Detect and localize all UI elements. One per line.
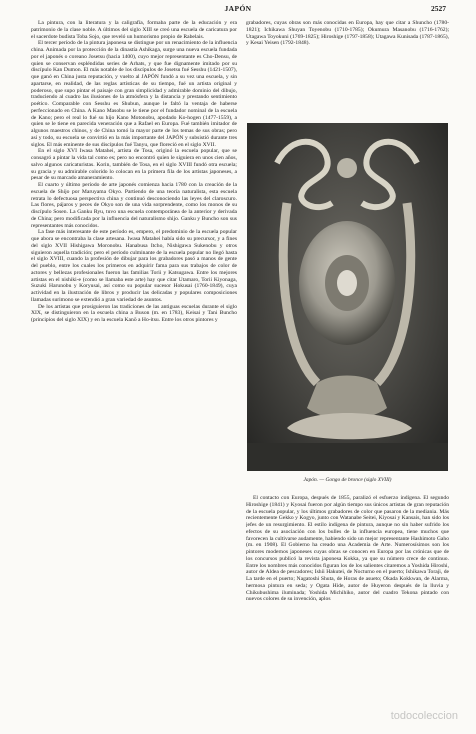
figure-caption: Japón. — Gongo de bronce (siglo XVIII)	[303, 477, 392, 483]
page-number: 2527	[431, 4, 446, 13]
page-header	[30, 4, 446, 18]
paragraph: El tercer período de la pintura japonesa se distingue por un renacimiento de la influencia china. Animada por la protección de la dinastía Ashikaga, surge una nueva escuela fundada por el japonés o coreano Josetsu (hacia 1400), cuyo mejor representante es Cho-Densu, de quien se conservan espléndidas series de Arhats, y que fue dignamente imitado por su discípulo Kan Dumon. El más notable de los discípulos de Josetsu fué Sesshu (1421-1507), que ganó en China justa reputación, y vuelto al JAPÓN fundó a su vez una escuela, y sin apartarse, en realidad, de las reglas artísticas de su tiempo, fué un artista original y poderoso, que supo pintar el paisaje con gran simplicidad y admirable dominio del dibujo, traduciendo al cuadro las ilusiones de la atmósfera y la distancia y prestando sentimiento poético. Comparable con Sesshu es Shubun, aunque le faltó la ventaja de haberse perfeccionado en China. A Kano Masobu se le tiene por el fundador nominal de la escuela de Kano; pero el real lo fué su hijo Kano Motonobu, apodado Ko-hogen (1477-1559), a quien se le tiene en parecida veneración que a Rafael en Europa. Fué también imitador de algunos maestros chinos, y de China tomó la mayor parte de los temas de sus obras; pero así y todo, su escuela se convirtió en la más importante del JAPÓN y subsistió durante tres siglos. El más eminente de sus discípulos fué Tanyu, que floreció en el siglo XVII.	[31, 40, 237, 148]
watermark: todocoleccion	[390, 710, 458, 722]
gong-illustration	[247, 123, 448, 471]
bronze-gong-photo	[247, 123, 448, 471]
left-column	[31, 20, 237, 696]
paragraph: La pintura, con la literatura y la caligrafía, formaba parte de la educación y era patrimonio de la clase noble. A últimos del siglo XIII se creó una escuela de caricatura por el sacerdote budista Toba Sojo, que reveló un humorismo propio de Rabelais.	[31, 20, 237, 40]
right-column-top	[246, 20, 449, 119]
paragraph: De los artistas que prosiguieron las tradiciones de las antiguas escuelas durante el siglo XIX, se distinguieron en la escuela china a Buson (m. en 1783), Keisai y Tani Buncho (principios del siglo XIX) y en la escuela Kanō a Ho-itsu. Entre los otros pintores y	[31, 303, 237, 323]
right-column-bottom	[246, 495, 449, 696]
running-title: JAPÓN	[224, 4, 252, 13]
paragraph: El contacto con Europa, después de 1855, paralizó el esfuerzo indígena. El segundo Hiroshige (1841) y Kyosai fueron por algún tiempo sus únicos artistas de gran reputación de la escuela popular, y los últimos grabadores de color que pasaron de la mediania. Más recientemente Gekko y Kogyo, junto con Watanabe Seitei, Kiyosai y Kansais, han sido los jefes de un resurgimiento. El estilo indígena de pintura, aunque no sin haber sufrido los efectos de su asociación con los bulles de la influencia europea, tiene muchos que favorecen la cultivarse audamente, habiendo sido un mejor representante Hashimoto Gaho (m. en 1908). El Gobierno ha creado una Academia de Arte. Numerosísimos son los pintores modernos japoneses cuyas obras se conocen en Europa por las crónicas que de los concursos publicó la revista japonesa Kokka, ya que su número crece de continuo. Entre los nombres más conocidos figuran los de los salientes citaremos a Yoshida Hiroshi, autor de Aldea de pescadores; Ishii Hakutei, de Nocturno en el puerto; Ishikawa Toraji, de La tarde en el puerto; Nagatoshi Shuta, de Horas de asueto; Okada Kokkwan, de Alarma, hermosa pintura en seda; y Ogata Hide, autor de Huyeron después de la lluvia y Chikubushima iluminada; Yoshida Michihiko, autor del cuadro Tekona pintado con nuevos colores de su invención, aplos	[246, 495, 449, 603]
paragraph: El cuarto y último período de arte japonés comienza hacia 1780 con la creación de la escuela de Shijo por Maruyama Okyo. Partiendo de una teoría naturalista, esta escuela retrata lo defectuosa perspectiva china y continuó desconociendo las leyes del claroscuro. Las flores, pájaros y peces de Okyo son de una vida sorprendente, como los monos de su discípulo Sosen. La Ganku Ryu, tuvo una escuela contemporánea de la anterior y derivada de China; pero modificada por la influencia del naturalismo shijo. Ganku y Buncho son sus representantes más conocidos.	[31, 182, 237, 229]
paragraph: En el siglo XVI Iwasa Matahei, artista de Tosa, originó la escuela popular, que se consagró a pintar la vida tal como es; pero no encontró quien le siguiera en unos cien años, salvo algunos caricaturistas. Korin, también de Tosa, en el siglo XVIII fundó otra escuela; su gracia y su admirable colorido lo colocan en la primera fila de los artistas japoneses, a pesar de su marcado amaneramiento.	[31, 148, 237, 182]
paragraph: La fase más interesante de este período es, empero, el predominio de la escuela popular que abora se encontraba la clase artesana. Iwasa Matahei había sido su precursor, y a fines del siglo XVII Hishigawa Moronobu. Hanabusa Itcho, Nishigawa Sukenobu y otros siguieron aquella tradición; pero el período culminante de la escuela popular no llegó hasta el siglo XVIII, cuando la profesión de dibujar para los grabadores pasó a manos de gente del pueblo, entre los cuales los primeros en adquirir fama para sus trabajos de color de actores y bellezas profesionales fueron las familias Torii y Katsugawa. Entre los mejores artistas en el nishiki-e (como se llamaba este arte) hay que citar Utamaro, Torii Kiyonaga, Suzuki Harunobu y Koryusai, así como su popular sucesor Hokusai (1760-1849), cuya actividad en la ilustración de libros y producir las delicadas y populares composiciones llamadas surimono se extendió a gran variedad de asuntos.	[31, 229, 237, 303]
paragraph: grabadores, cuyas obras son más conocidas en Europa, hay que citar a Shuncho (1780-1821); Ichikawa Shuyan Toyenobu (1710-1785); Okumura Masanobu (1716-1762); Utagawa Toyokuni (1769-1825); Hiroshige (1797-1858); Utagawa Kunisada (1787-1865), y Kesai Yeisen (1792-1848).	[246, 20, 449, 47]
